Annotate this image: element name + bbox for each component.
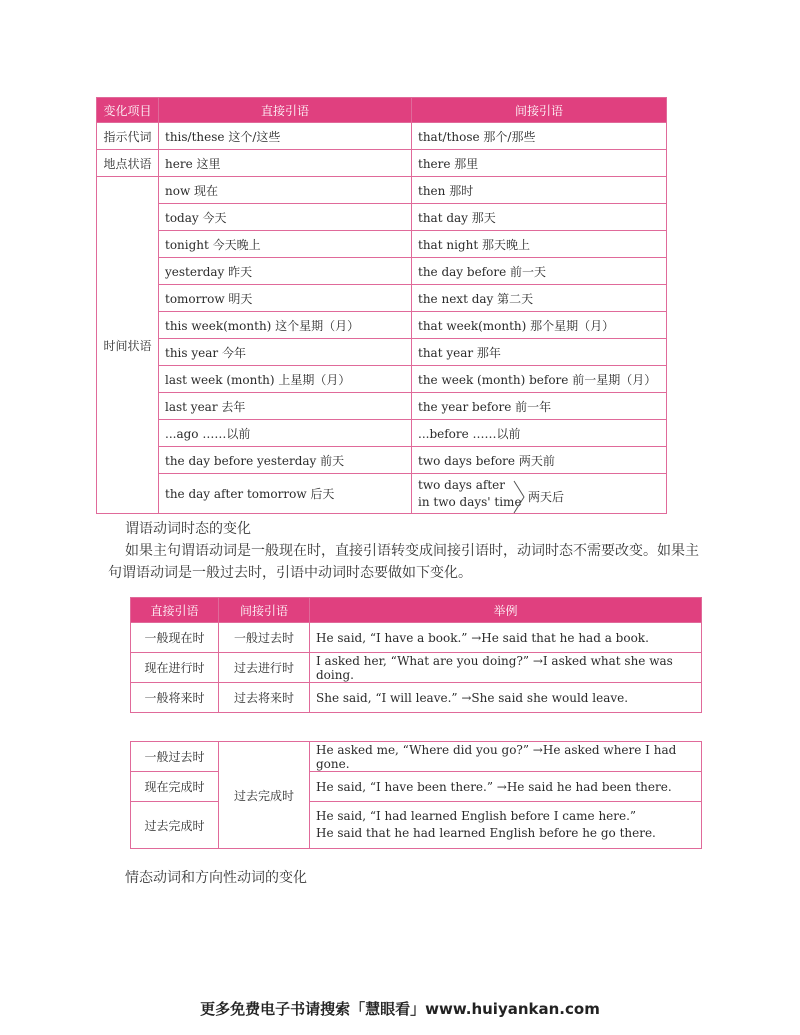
section-heading: 谓语动词时态的变化 xyxy=(125,521,251,537)
indirect-cell: that day 那天 xyxy=(412,204,667,231)
column-header: 举例 xyxy=(310,598,702,623)
direct-cell: last week (month) 上星期（月） xyxy=(159,366,412,393)
footer-promo-text: 更多免费电子书请搜索「慧眼看」www.huiyankan.com xyxy=(200,1000,600,1018)
indirect-cell: that night 那天晚上 xyxy=(412,231,667,258)
table-row xyxy=(131,772,702,802)
example-cell: She said, “I will leave.” →She said she would leave. xyxy=(310,683,702,713)
direct-cell: ...ago ……以前 xyxy=(159,420,412,447)
category-cell: 时间状语 xyxy=(97,177,159,514)
tense-change-table xyxy=(130,597,702,713)
reference-change-table xyxy=(96,97,667,514)
column-header: 间接引语 xyxy=(219,598,310,623)
table-row xyxy=(131,623,702,653)
direct-cell: this/these 这个/这些 xyxy=(159,123,412,150)
direct-tense-cell: 一般将来时 xyxy=(131,683,219,713)
indirect-cell: the year before 前一年 xyxy=(412,393,667,420)
indirect-tense-cell: 过去完成时 xyxy=(219,742,310,849)
indirect-line: two days after xyxy=(418,477,505,492)
table-row xyxy=(97,285,667,312)
indirect-cell: the next day 第二天 xyxy=(412,285,667,312)
example-cell xyxy=(310,802,702,849)
section-heading: 情态动词和方向性动词的变化 xyxy=(125,870,307,886)
indirect-cell: then 那时 xyxy=(412,177,667,204)
direct-cell: the day after tomorrow 后天 xyxy=(159,474,412,514)
category-cell: 地点状语 xyxy=(97,150,159,177)
direct-tense-cell: 一般过去时 xyxy=(131,742,219,772)
direct-cell: now 现在 xyxy=(159,177,412,204)
example-line: He said, “I had learned English before I came here.” xyxy=(316,809,637,823)
past-perfect-table xyxy=(130,741,702,849)
table-row xyxy=(97,231,667,258)
direct-tense-cell: 过去完成时 xyxy=(131,802,219,849)
indirect-line: in two days' time xyxy=(418,494,522,509)
table-row xyxy=(97,420,667,447)
table-row xyxy=(97,393,667,420)
table-row xyxy=(97,123,667,150)
table-row xyxy=(97,312,667,339)
column-header: 变化项目 xyxy=(97,98,159,123)
table-row xyxy=(131,683,702,713)
indirect-cell: that/those 那个/那些 xyxy=(412,123,667,150)
example-cell: He said, “I have been there.” →He said he had been there. xyxy=(310,772,702,802)
table-row xyxy=(131,802,702,849)
column-header: 直接引语 xyxy=(159,98,412,123)
direct-cell: tonight 今天晚上 xyxy=(159,231,412,258)
column-header: 直接引语 xyxy=(131,598,219,623)
table-row xyxy=(97,447,667,474)
table-row xyxy=(97,366,667,393)
indirect-gloss: 两天后 xyxy=(528,490,565,504)
indirect-cell: ...before ……以前 xyxy=(412,420,667,447)
table-row xyxy=(97,474,667,514)
table-row xyxy=(97,204,667,231)
indirect-cell: that year 那年 xyxy=(412,339,667,366)
table-row xyxy=(97,177,667,204)
direct-tense-cell: 一般现在时 xyxy=(131,623,219,653)
table-row xyxy=(97,258,667,285)
direct-cell: this week(month) 这个星期（月） xyxy=(159,312,412,339)
direct-cell: last year 去年 xyxy=(159,393,412,420)
direct-cell: today 今天 xyxy=(159,204,412,231)
table-row xyxy=(97,339,667,366)
indirect-cell xyxy=(412,474,667,514)
table-row xyxy=(131,653,702,683)
indirect-cell: two days before 两天前 xyxy=(412,447,667,474)
indirect-cell: the day before 前一天 xyxy=(412,258,667,285)
indirect-tense-cell: 过去将来时 xyxy=(219,683,310,713)
table-row xyxy=(131,742,702,772)
indirect-cell: there 那里 xyxy=(412,150,667,177)
example-cell: I asked her, “What are you doing?” →I asked what she was doing. xyxy=(310,653,702,683)
direct-cell: tomorrow 明天 xyxy=(159,285,412,312)
table-row xyxy=(97,150,667,177)
indirect-cell: that week(month) 那个星期（月） xyxy=(412,312,667,339)
direct-cell: yesterday 昨天 xyxy=(159,258,412,285)
indirect-tense-cell: 一般过去时 xyxy=(219,623,310,653)
section-paragraph: 如果主句谓语动词是一般现在时，直接引语转变成间接引语时，动词时态不需要改变。如果主句谓语动词是一般过去时，引语中动词时态要做如下变化。 xyxy=(108,543,699,581)
direct-tense-cell: 现在进行时 xyxy=(131,653,219,683)
direct-cell: here 这里 xyxy=(159,150,412,177)
example-cell: He said, “I have a book.” →He said that he had a book. xyxy=(310,623,702,653)
example-line: He said that he had learned English before he go there. xyxy=(316,826,656,840)
direct-cell: this year 今年 xyxy=(159,339,412,366)
indirect-cell: the week (month) before 前一星期（月） xyxy=(412,366,667,393)
column-header: 间接引语 xyxy=(412,98,667,123)
direct-cell: the day before yesterday 前天 xyxy=(159,447,412,474)
table-header-row xyxy=(97,98,667,123)
example-cell: He asked me, “Where did you go?” →He asked where I had gone. xyxy=(310,742,702,772)
category-cell: 指示代词 xyxy=(97,123,159,150)
indirect-tense-cell: 过去进行时 xyxy=(219,653,310,683)
table-header-row xyxy=(131,598,702,623)
direct-tense-cell: 现在完成时 xyxy=(131,772,219,802)
